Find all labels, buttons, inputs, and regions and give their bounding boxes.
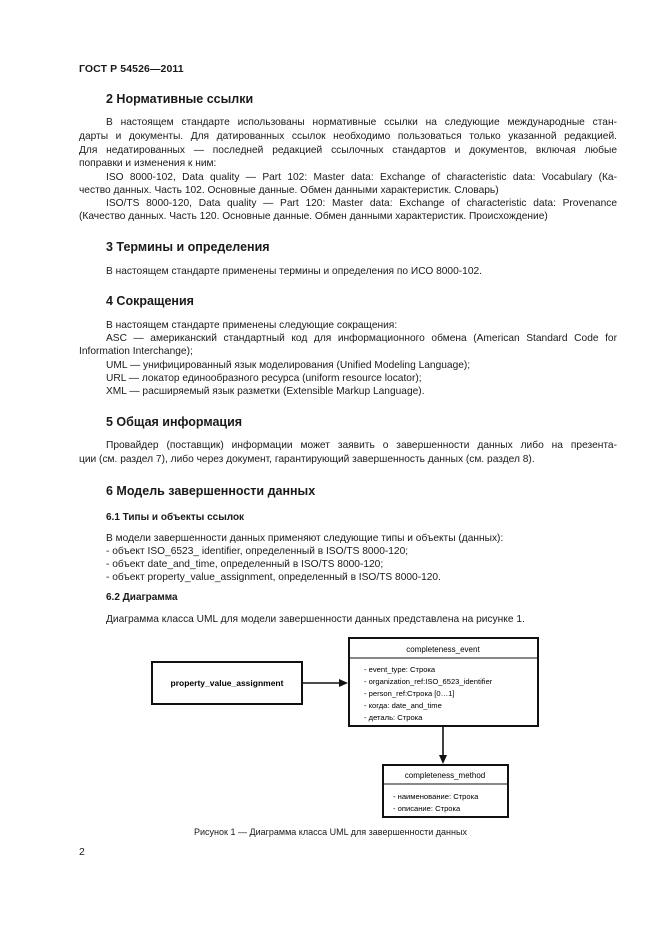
subsection-6-2-title: 6.2 Диаграмма xyxy=(106,592,178,603)
s6-line-1: В модели завершенности данных применяют следующие типы и объекты (данных): xyxy=(106,533,504,544)
event-attr-4: - когда: date_and_time xyxy=(364,701,442,710)
s4-line-2: ASC — американский стандартный код для информационного обмена (American Standard Code for xyxy=(106,333,617,344)
event-title: completeness_event xyxy=(406,645,480,654)
section-3-title: 3 Термины и определения xyxy=(106,240,270,254)
s2-line-7: ISO/TS 8000-120, Data quality — Part 120: Master data: Exchange of characteristic data: Provenance xyxy=(106,198,617,209)
s4-line-5: URL — локатор единообразного ресурса (uniform resource locator); xyxy=(106,373,422,384)
section-6-title: 6 Модель завершенности данных xyxy=(106,484,316,498)
s2-line-8: (Качество данных. Часть 120. Основные данные. Обмен данными характеристик. Происхождение) xyxy=(79,211,548,222)
pva-label: property_value_assignment xyxy=(170,678,284,688)
s2-line-1: В настоящем стандарте использованы нормативные ссылки на следующие международные стан- xyxy=(106,117,617,128)
event-attr-1: - event_type: Строка xyxy=(364,665,436,674)
s3-line-1: В настоящем стандарте применены термины и определения по ИСО 8000-102. xyxy=(106,266,482,277)
s6-line-3: - объект date_and_time, определенный в ISO/TS 8000-120; xyxy=(106,559,384,570)
method-title: completeness_method xyxy=(404,771,486,780)
event-attr-3: - person_ref:Строка [0…1] xyxy=(364,689,455,698)
figure-caption: Рисунок 1 — Диаграмма класса UML для завершенности данных xyxy=(194,827,467,837)
event-attr-5: - деталь: Строка xyxy=(364,713,423,722)
event-attr-2: - organization_ref:ISO_6523_identifier xyxy=(364,677,493,686)
s2-line-5: ISO 8000-102, Data quality — Part 102: Master data: Exchange of characteristic data: Vocabulary (Ка- xyxy=(106,172,617,183)
s2-line-2: дарты и документы. Для датированных ссылок необходимо пользоваться только указанной редакцией. xyxy=(79,131,617,142)
page-number: 2 xyxy=(79,846,85,858)
subsection-6-1-title: 6.1 Типы и объекты ссылок xyxy=(106,512,245,523)
method-attr-1: - наименование: Строка xyxy=(393,792,479,801)
composition-arrowhead xyxy=(439,755,447,764)
method-attr-2: - описание: Строка xyxy=(393,804,461,813)
s2-line-3: Для недатированных — последней редакцией ссылочных стандартов и документов, включая любые xyxy=(79,145,617,156)
s5-line-2: ции (см. раздел 7), либо через документ, гарантирующий завершенность данных (см. раздел 8). xyxy=(79,454,535,465)
document-header: ГОСТ Р 54526—2011 xyxy=(79,63,184,75)
association-arrowhead xyxy=(339,679,348,687)
s2-line-6: чество данных. Часть 102. Основные данные. Обмен данными характеристик. Словарь) xyxy=(79,185,499,196)
section-5-title: 5 Общая информация xyxy=(106,415,243,429)
s6-line-5: Диаграмма класса UML для модели завершенности данных представлена на рисунке 1. xyxy=(106,614,525,625)
s6-line-4: - объект property_value_assignment, определенный в ISO/TS 8000-120. xyxy=(106,572,441,583)
s4-line-1: В настоящем стандарте применены следующие сокращения: xyxy=(106,320,398,331)
s6-line-2: - объект ISO_6523_ identifier, определенный в ISO/TS 8000-120; xyxy=(106,546,409,557)
s2-line-4: поправки и изменения к ним: xyxy=(79,158,217,169)
s4-line-4: UML — унифицированный язык моделирования (Unified Modeling Language); xyxy=(106,360,471,371)
s5-line-1: Провайдер (поставщик) информации может заявить о завершенности данных либо на презента- xyxy=(106,440,617,451)
s4-line-6: XML — расширяемый язык разметки (Extensible Markup Language). xyxy=(106,386,425,397)
s4-line-3: Information Interchange); xyxy=(79,346,193,357)
section-2-title: 2 Нормативные ссылки xyxy=(106,92,254,106)
section-4-title: 4 Сокращения xyxy=(106,294,194,308)
